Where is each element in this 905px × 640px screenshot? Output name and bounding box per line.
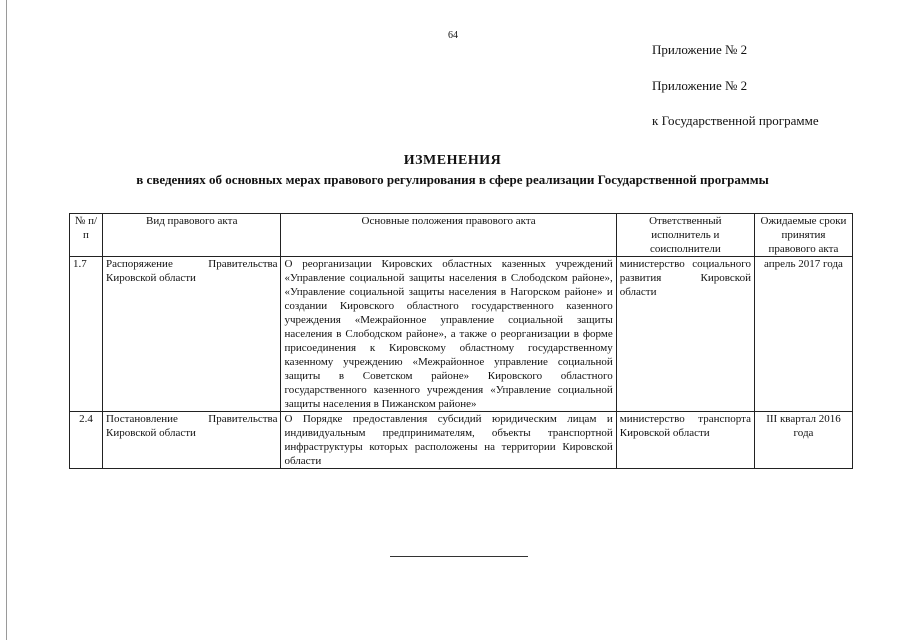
header-provisions: Основные положения правового акта [281, 214, 616, 257]
row-act-type: Распоряжение Правительства Кировской области [103, 257, 281, 412]
row-act-type: Постановление Правительства Кировской области [103, 412, 281, 469]
annex-line-3: к Государственной программе [652, 113, 819, 128]
legal-measures-table [69, 213, 853, 469]
header-number: № п/п [70, 214, 103, 257]
table-row [70, 257, 853, 412]
row-responsible: министерство социального развития Кировской области [616, 257, 754, 412]
row-number: 2.4 [70, 412, 103, 469]
row-provisions: О Порядке предоставления субсидий юридическим лицам и индивидуальным предпринимателям, объекты транспортной инфраструктуры которых расположены на территории Кировской области [281, 412, 616, 469]
footer-divider [390, 556, 528, 557]
document-title: ИЗМЕНЕНИЯ [403, 153, 502, 168]
document-subtitle: в сведениях об основных мерах правового регулирования в сфере реализации Государственной программы [136, 172, 769, 187]
row-provisions: О реорганизации Кировских областных казенных учреждений «Управление социальной защиты населения в Слободском районе», «Управление социальной защиты населения в Нагорском районе» и создании Кировского областного государственного казенного учреждения «Межрайонное управление социальной защиты населения в Слободском районе», а также о реорганизации в форме присоединения к Кировскому областному государственному казенному учреждению «Межрайонное управление социальной защиты в Советском районе» Кировского областного государственного казенного учреждения «Управление социальной защиты населения в Пижанском районе» [281, 257, 616, 412]
row-number: 1.7 [70, 257, 103, 412]
header-term: Ожидаемые сроки принятия правового акта [754, 214, 852, 257]
left-margin-rule [6, 0, 7, 640]
page-number: 64 [448, 30, 458, 41]
row-responsible: министерство транспорта Кировской области [616, 412, 754, 469]
annex-line-1: Приложение № 2 [652, 42, 748, 57]
header-act-type: Вид правового акта [103, 214, 281, 257]
row-term: III квартал 2016 года [754, 412, 852, 469]
header-responsible: Ответственный исполнитель и соисполнители [616, 214, 754, 257]
row-term: апрель 2017 года [754, 257, 852, 412]
table-row [70, 412, 853, 469]
annex-line-2: Приложение № 2 [652, 78, 748, 93]
table-header-row [70, 214, 853, 257]
